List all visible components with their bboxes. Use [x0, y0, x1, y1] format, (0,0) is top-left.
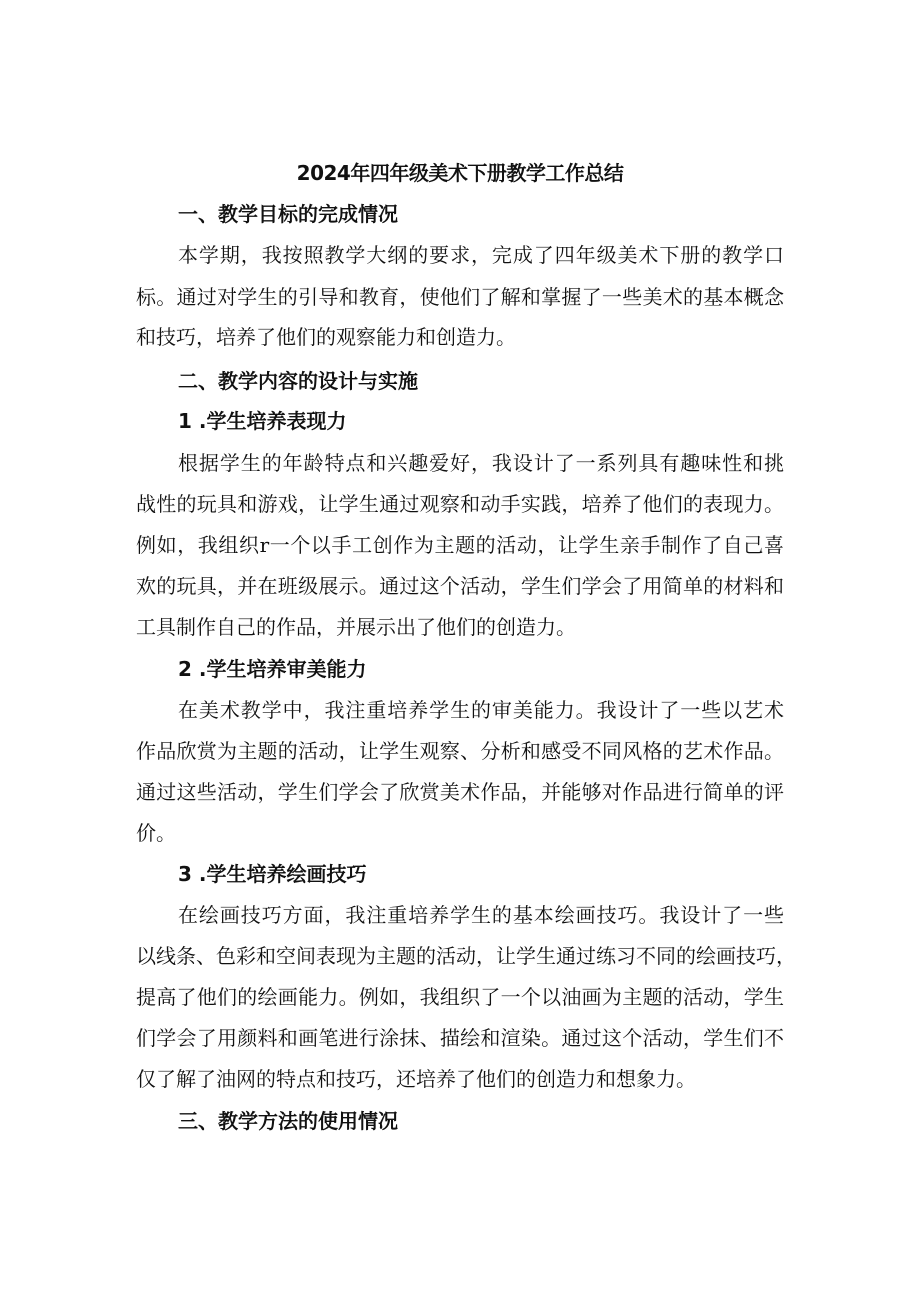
paragraph-line: 仅了解了油网的特点和技巧，还培养了他们的创造力和想象力。 — [136, 1067, 696, 1091]
section-2-heading: 二、教学内容的设计与实施 — [178, 369, 418, 393]
paragraph-line: 提高了他们的绘画能力。例如，我组织了一个以油画为主题的活动，学生 — [136, 985, 784, 1009]
paragraph-line: 欢的玩具，并在班级展示。通过这个活动，学生们学会了用简单的材料和 — [136, 574, 784, 598]
paragraph-line: 们学会了用颜料和画笔进行涂抹、描绘和渲染。通过这个活动，学生们不 — [136, 1026, 784, 1050]
paragraph-line: 战性的玩具和游戏，让学生通过观察和动手实践，培养了他们的表现力。 — [136, 492, 784, 516]
paragraph-line: 以线条、色彩和空间表现为主题的活动，让学生通过练习不同的绘画技巧， — [136, 944, 796, 968]
document-title: 2024年四年级美术下册教学工作总结 — [296, 161, 624, 185]
subsection-3-heading: 3 .学生培养绘画技巧 — [178, 862, 367, 886]
paragraph-line: 和技巧，培养了他们的观察能力和创造力。 — [136, 325, 516, 349]
section-3-heading: 三、教学方法的使用情况 — [178, 1109, 398, 1133]
paragraph-line: 标。通过对学生的引导和教育，使他们了解和掌握了一些美术的基本概念 — [136, 285, 784, 309]
paragraph-line: 根据学生的年龄特点和兴趣爱好，我设计了一系列具有趣味性和挑 — [178, 451, 784, 475]
paragraph-line: 在绘画技巧方面，我注重培养学生的基本绘画技巧。我设计了一些 — [178, 903, 784, 927]
section-1-heading: 一、教学目标的完成情况 — [178, 202, 398, 226]
paragraph-line: 在美术教学中，我注重培养学生的审美能力。我设计了一些以艺术 — [178, 698, 784, 722]
paragraph-line: 本学期，我按照教学大纲的要求，完成了四年级美术下册的教学口 — [178, 243, 784, 267]
paragraph-line: 例如，我组织r一个以手工创作为主题的活动，让学生亲手制作了自己喜 — [136, 533, 784, 557]
paragraph-line: 通过这些活动，学生们学会了欣赏美术作品，并能够对作品进行简单的评 — [136, 780, 784, 804]
paragraph-line: 价。 — [136, 821, 176, 845]
subsection-1-heading: 1 .学生培养表现力 — [178, 409, 347, 433]
subsection-2-heading: 2 .学生培养审美能力 — [178, 657, 367, 681]
paragraph-line: 作品欣赏为主题的活动，让学生观察、分析和感受不同风格的艺术作品。 — [136, 739, 784, 763]
paragraph-line: 工具制作自己的作品，并展示出了他们的创造力。 — [136, 615, 576, 639]
